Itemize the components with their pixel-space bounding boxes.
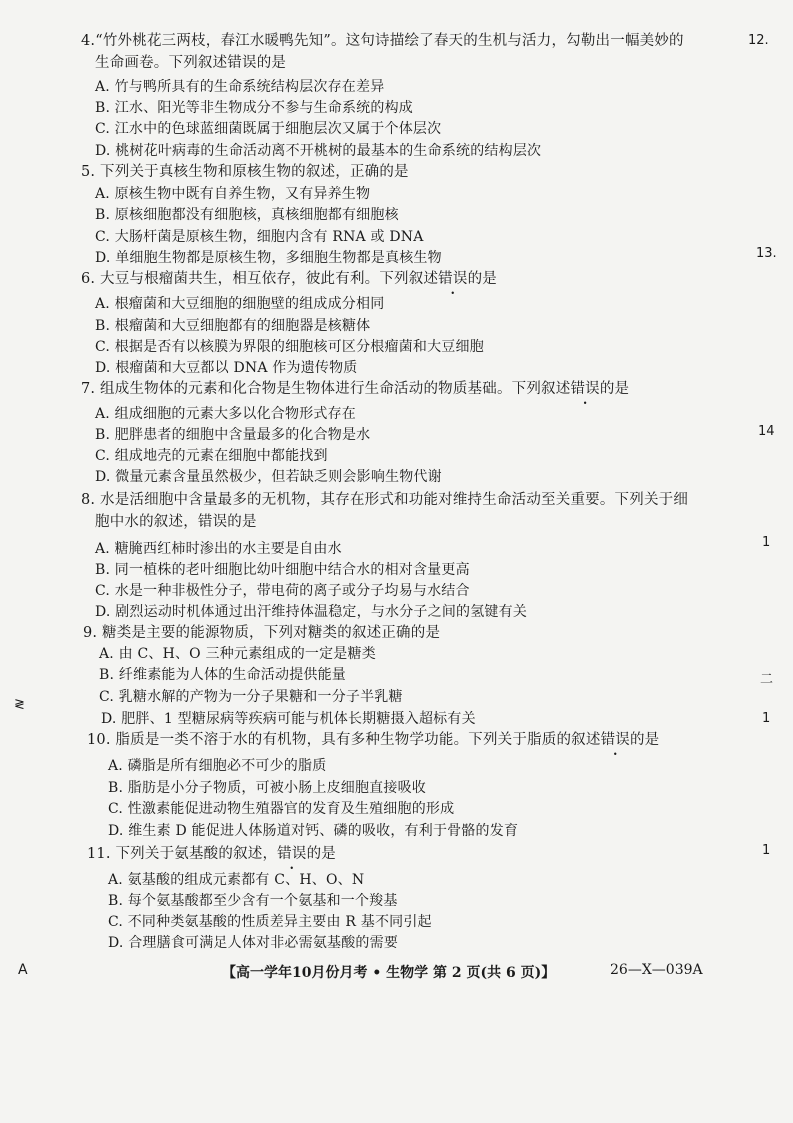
emphasis-wrong: 错误: [438, 271, 468, 287]
question-11-option-a: A. 氨基酸的组成元素都有 C、H、O、N: [108, 872, 365, 888]
question-6-option-a: A. 根瘤菌和大豆细胞的细胞壁的组成成分相同: [95, 296, 385, 312]
question-7-option-a: A. 组成细胞的元素大多以化合物形式存在: [95, 406, 357, 422]
emphasis-wrong: 错误: [600, 732, 630, 748]
margin-mark: 1: [762, 535, 771, 550]
question-10-title: 10. 脂质是一类不溶于水的有机物，具有多种生物学功能。下列关于脂质的叙述错误的是: [87, 732, 660, 748]
question-5-title: 5. 下列关于真核生物和原核生物的叙述，正确的是: [81, 164, 409, 180]
margin-mark: 二: [760, 672, 774, 687]
margin-mark: 12.: [748, 33, 769, 48]
question-8-option-d: D. 剧烈运动时机体通过出汗维持体温稳定，与水分子之间的氢键有关: [95, 604, 528, 620]
question-9-option-a: A. 由 C、H、O 三种元素组成的一定是糖类: [99, 646, 376, 662]
question-4-title-line2: 生命画卷。下列叙述错误的是: [95, 55, 287, 71]
question-6-option-d: D. 根瘤菌和大豆都以 DNA 作为遗传物质: [95, 360, 358, 376]
question-5-option-a: A. 原核生物中既有自养生物，又有异养生物: [95, 186, 371, 202]
question-10-option-b: B. 脂肪是小分子物质，可被小肠上皮细胞直接吸收: [108, 780, 426, 796]
question-9-option-d: D. 肥胖、1 型糖尿病等疾病可能与机体长期糖摄入超标有关: [101, 711, 476, 727]
question-4-option-b: B. 江水、阳光等非生物成分不参与生命系统的构成: [95, 100, 413, 116]
question-5-option-c: C. 大肠杆菌是原核生物，细胞内含有 RNA 或 DNA: [95, 229, 424, 245]
question-4-option-c: C. 江水中的色球蓝细菌既属于细胞层次又属于个体层次: [95, 121, 442, 137]
question-9-title: 9. 糖类是主要的能源物质，下列对糖类的叙述正确的是: [83, 625, 441, 641]
footer-left-mark: A: [18, 962, 28, 978]
margin-mark: 14: [758, 424, 775, 439]
question-10-option-d: D. 维生素 D 能促进人体肠道对钙、磷的吸收，有利于骨骼的发育: [108, 823, 519, 839]
question-7-option-c: C. 组成地壳的元素在细胞中都能找到: [95, 448, 328, 464]
question-8-option-b: B. 同一植株的老叶细胞比幼叶细胞中结合水的相对含量更高: [95, 562, 470, 578]
question-5-option-b: B. 原核细胞都没有细胞核，真核细胞都有细胞核: [95, 207, 399, 223]
question-5-option-d: D. 单细胞生物都是原核生物，多细胞生物都是真核生物: [95, 250, 442, 266]
question-6-option-c: C. 根据是否有以核膜为界限的细胞核可区分根瘤菌和大豆细胞: [95, 339, 484, 355]
question-11-option-d: D. 合理膳食可满足人体对非必需氨基酸的需要: [108, 935, 399, 951]
question-7-option-d: D. 微量元素含量虽然极少，但若缺乏则会影响生物代谢: [95, 469, 442, 485]
footer-page-info: 【高一学年10月份月考 • 生物学 第 2 页(共 6 页)】: [222, 965, 556, 981]
margin-mark: ≷: [14, 697, 25, 712]
question-9-option-c: C. 乳糖水解的产物为一分子果糖和一分子半乳糖: [99, 689, 403, 705]
question-11-option-b: B. 每个氨基酸都至少含有一个氨基和一个羧基: [108, 893, 398, 909]
question-7-option-b: B. 肥胖患者的细胞中含量最多的化合物是水: [95, 427, 371, 443]
margin-mark: 1: [762, 843, 771, 858]
question-4-title: 4.“竹外桃花三两枝，春江水暖鸭先知”。这句诗描绘了春天的生机与活力，勾勒出一幅美妙的: [81, 33, 684, 49]
question-10-option-c: C. 性激素能促进动物生殖器官的发育及生殖细胞的形成: [108, 801, 455, 817]
question-4-option-d: D. 桃树花叶病毒的生命活动离不开桃树的最基本的生命系统的结构层次: [95, 143, 542, 159]
question-6-option-b: B. 根瘤菌和大豆细胞都有的细胞器是核糖体: [95, 318, 371, 334]
question-6-title: 6. 大豆与根瘤菌共生，相互依存，彼此有利。下列叙述错误的是: [81, 271, 497, 287]
question-9-option-b: B. 纤维素能为人体的生命活动提供能量: [99, 667, 346, 683]
margin-mark: 1: [762, 711, 771, 726]
footer-exam-code: 26—X—039A: [610, 962, 703, 978]
emphasis-wrong: 错误: [570, 381, 600, 397]
question-8-title: 8. 水是活细胞中含量最多的无机物，其存在形式和功能对维持生命活动至关重要。下列关于细: [81, 492, 689, 508]
question-11-title: 11. 下列关于氨基酸的叙述，错误的是: [87, 846, 336, 862]
question-8-option-a: A. 糖腌西红柿时渗出的水主要是自由水: [95, 541, 342, 557]
question-8-option-c: C. 水是一种非极性分子，带电荷的离子或分子均易与水结合: [95, 583, 470, 599]
question-8-title-line2: 胞中水的叙述，错误的是: [95, 514, 257, 530]
emphasis-wrong: 错误: [277, 846, 307, 862]
margin-mark: 13.: [756, 246, 777, 261]
question-7-title: 7. 组成生物体的元素和化合物是生物体进行生命活动的物质基础。下列叙述错误的是: [81, 381, 630, 397]
question-4-option-a: A. 竹与鸭所具有的生命系统结构层次存在差异: [95, 79, 385, 95]
question-11-option-c: C. 不同种类氨基酸的性质差异主要由 R 基不同引起: [108, 914, 432, 930]
question-10-option-a: A. 磷脂是所有细胞必不可少的脂质: [108, 758, 327, 774]
